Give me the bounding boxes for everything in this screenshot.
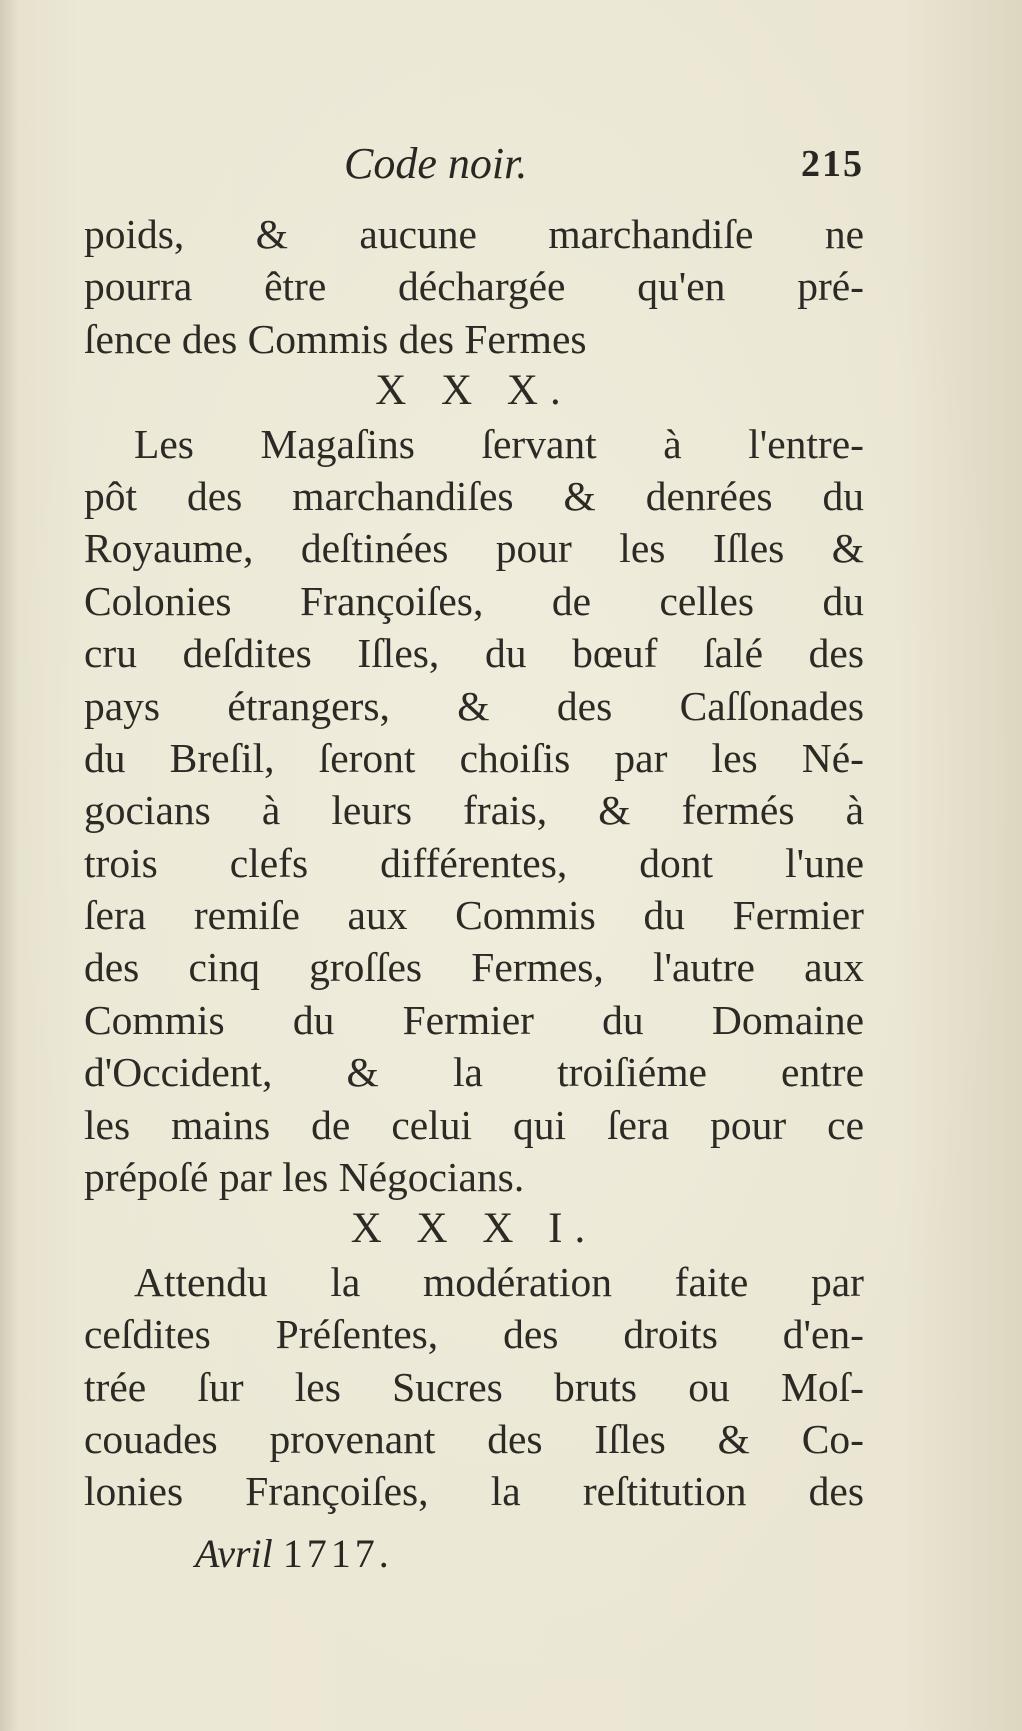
text-line: trois clefs différentes, dont l'une bbox=[84, 839, 864, 886]
text-line: Attendu la modération faite par bbox=[134, 1258, 864, 1305]
text-line: pourra être déchargée qu'en pré- bbox=[84, 263, 864, 310]
body-text bbox=[84, 208, 864, 1518]
text-line: Commis du Fermier du Domaine bbox=[84, 996, 864, 1043]
text-line: prépoſé par les Négocians. bbox=[84, 1154, 525, 1201]
text-line: trée ſur les Sucres bruts ou Moſ- bbox=[84, 1363, 864, 1410]
text-line: lonies Françoiſes, la reſtitution des bbox=[84, 1468, 864, 1515]
footer-year: 1717. bbox=[282, 1531, 393, 1576]
article-heading-xxxi: X X X I. bbox=[350, 1205, 598, 1253]
article-heading-xxx: X X X. bbox=[375, 367, 573, 415]
page-number: 215 bbox=[801, 143, 864, 185]
text-line: du Breſil, ſeront choiſis par les Né- bbox=[84, 734, 864, 781]
text-line: Colonies Françoiſes, de celles du bbox=[84, 577, 864, 624]
text-line: Les Magaſins ſervant à l'entre- bbox=[134, 420, 864, 467]
text-line: ceſdites Préſentes, des droits d'en- bbox=[84, 1311, 864, 1358]
text-line: cru deſdites Iſles, du bœuf ſalé des bbox=[84, 630, 864, 677]
footer-month: Avril bbox=[195, 1531, 273, 1576]
text-line: d'Occident, & la troiſiéme entre bbox=[84, 1049, 864, 1096]
text-line: pôt des marchandiſes & denrées du bbox=[84, 472, 864, 519]
running-header bbox=[84, 138, 864, 188]
text-line: couades provenant des Iſles & Co- bbox=[84, 1415, 864, 1462]
running-title: Code noir. bbox=[344, 139, 528, 188]
text-line: pays étrangers, & des Caſſonades bbox=[84, 682, 864, 729]
catchword-footer bbox=[195, 1530, 393, 1577]
page-gutter-shadow bbox=[0, 0, 18, 1731]
text-line: poids, & aucune marchandiſe ne bbox=[84, 211, 864, 257]
text-line: ſera remiſe aux Commis du Fermier bbox=[84, 892, 864, 939]
text-line: ſence des Commis des Fermes bbox=[84, 315, 587, 362]
text-line: des cinq groſſes Fermes, l'autre aux bbox=[84, 944, 864, 991]
text-line: gocians à leurs frais, & fermés à bbox=[84, 787, 864, 834]
text-line: Royaume, deſtinées pour les Iſles & bbox=[84, 525, 864, 572]
text-line: les mains de celui qui ſera pour ce bbox=[84, 1101, 864, 1148]
